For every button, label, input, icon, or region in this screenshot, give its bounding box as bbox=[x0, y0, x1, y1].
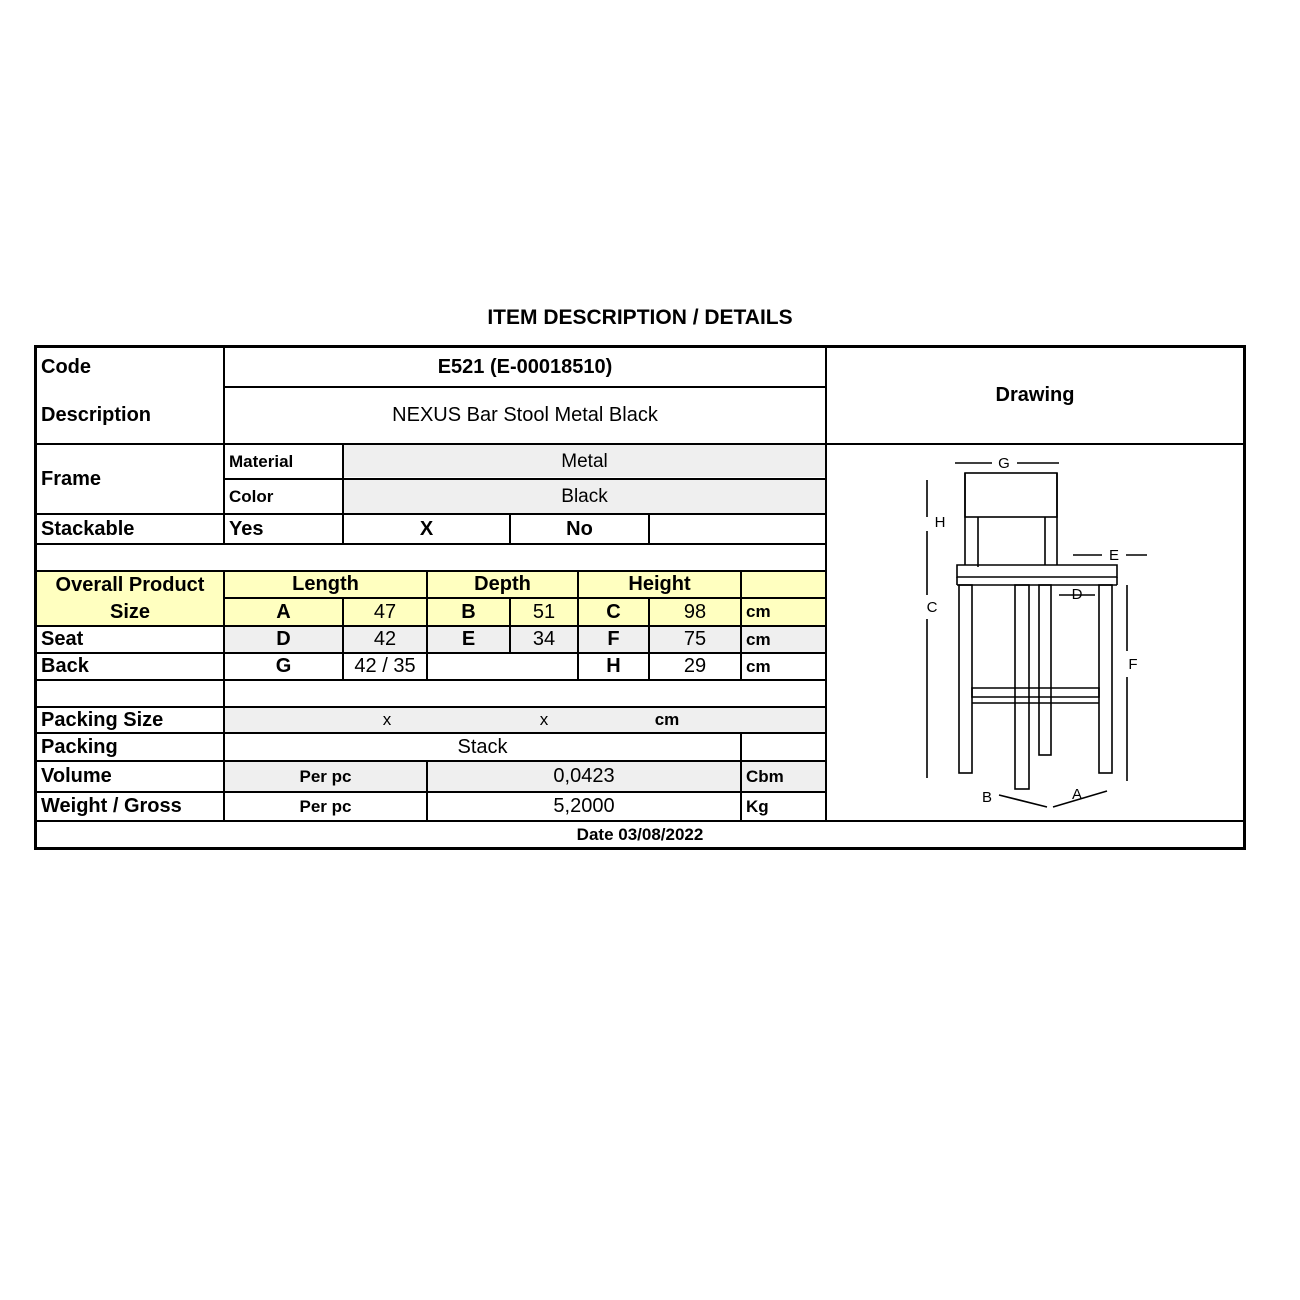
grid-line bbox=[37, 543, 826, 545]
volume-per: Per pc bbox=[299, 766, 352, 786]
packing-size-unit: cm bbox=[654, 710, 680, 729]
stool-leg-back-right bbox=[1099, 585, 1112, 773]
dim-key-c: C bbox=[606, 600, 621, 623]
frame-label: Frame bbox=[41, 467, 102, 490]
spec-sheet bbox=[34, 345, 1246, 850]
volume-label: Volume bbox=[41, 765, 112, 787]
stool-footrest bbox=[972, 688, 1099, 697]
dim-label-f: F bbox=[1128, 656, 1138, 673]
back-label: Back bbox=[41, 655, 89, 677]
depth-header: Depth bbox=[474, 573, 531, 595]
code-label: Code bbox=[41, 355, 91, 378]
bar-stool-drawing bbox=[827, 445, 1243, 820]
material-label: Material bbox=[229, 451, 294, 471]
dim-value-c: 98 bbox=[683, 600, 707, 623]
weight-value: 5,2000 bbox=[553, 795, 615, 817]
description-value: NEXUS Bar Stool Metal Black bbox=[392, 404, 658, 426]
stool-leg-front-left bbox=[959, 585, 972, 773]
dim-value-e: 34 bbox=[532, 628, 556, 650]
dim-value-b: 51 bbox=[532, 600, 556, 623]
dim-value-a: 47 bbox=[373, 600, 397, 623]
stool-leg-front-right bbox=[1015, 585, 1029, 789]
stackable-label: Stackable bbox=[41, 517, 135, 540]
seat-unit: cm bbox=[746, 629, 771, 649]
dim-key-g: G bbox=[275, 655, 292, 677]
stackable-yes-mark: X bbox=[419, 517, 434, 540]
drawing-label: Drawing bbox=[995, 384, 1075, 406]
dim-label-g: G bbox=[998, 455, 1010, 472]
packing-size-x2: x bbox=[539, 710, 549, 729]
dim-label-c: C bbox=[926, 599, 938, 616]
length-header: Length bbox=[292, 573, 359, 595]
dim-label-d: D bbox=[1071, 586, 1083, 603]
dim-key-h: H bbox=[606, 655, 621, 677]
size-header-line2: Size bbox=[109, 600, 151, 623]
volume-value: 0,0423 bbox=[553, 765, 615, 787]
packing-label: Packing bbox=[41, 735, 118, 758]
dim-key-b: B bbox=[461, 600, 476, 623]
weight-per: Per pc bbox=[299, 796, 352, 816]
dim-label-h: H bbox=[934, 514, 946, 531]
stool-seat-top bbox=[957, 565, 1117, 577]
dim-value-f: 75 bbox=[683, 628, 707, 650]
packing-size-label: Packing Size bbox=[41, 708, 164, 731]
stool-leg-back-left bbox=[1039, 585, 1051, 755]
dim-key-e: E bbox=[461, 628, 476, 650]
description-label: Description bbox=[41, 404, 152, 426]
back-depth-empty bbox=[428, 654, 577, 679]
page-title: ITEM DESCRIPTION / DETAILS bbox=[487, 306, 793, 329]
weight-label: Weight / Gross bbox=[41, 795, 182, 817]
dim-label-a: A bbox=[1071, 786, 1083, 803]
stackable-yes-label: Yes bbox=[229, 517, 264, 540]
grid-line bbox=[37, 679, 826, 681]
stool-backrest bbox=[965, 473, 1057, 517]
color-value: Black bbox=[561, 485, 608, 507]
height-header: Height bbox=[628, 573, 691, 595]
color-label: Color bbox=[229, 486, 274, 506]
dim-label-e: E bbox=[1108, 547, 1120, 564]
packing-value: Stack bbox=[457, 735, 508, 758]
code-value: E521 (E-00018510) bbox=[437, 355, 613, 378]
weight-unit: Kg bbox=[746, 796, 769, 816]
dim-key-f: F bbox=[607, 628, 620, 650]
stackable-no-label: No bbox=[566, 517, 593, 540]
overall-unit: cm bbox=[746, 602, 771, 621]
material-value: Metal bbox=[561, 450, 608, 472]
dim-value-d: 42 bbox=[373, 628, 397, 650]
packing-size-x1: x bbox=[382, 710, 392, 729]
dim-key-d: D bbox=[276, 628, 291, 650]
volume-unit: Cbm bbox=[746, 766, 784, 786]
dim-value-g: 42 / 35 bbox=[354, 655, 416, 677]
date-footer: Date 03/08/2022 bbox=[576, 824, 704, 844]
dim-label-b: B bbox=[981, 789, 993, 806]
stackable-no-mark bbox=[650, 515, 825, 543]
dim-key-a: A bbox=[276, 600, 291, 623]
seat-label: Seat bbox=[41, 628, 84, 650]
dim-value-h: 29 bbox=[683, 655, 707, 677]
back-unit: cm bbox=[746, 656, 771, 676]
size-header-line1: Overall Product bbox=[55, 574, 205, 596]
